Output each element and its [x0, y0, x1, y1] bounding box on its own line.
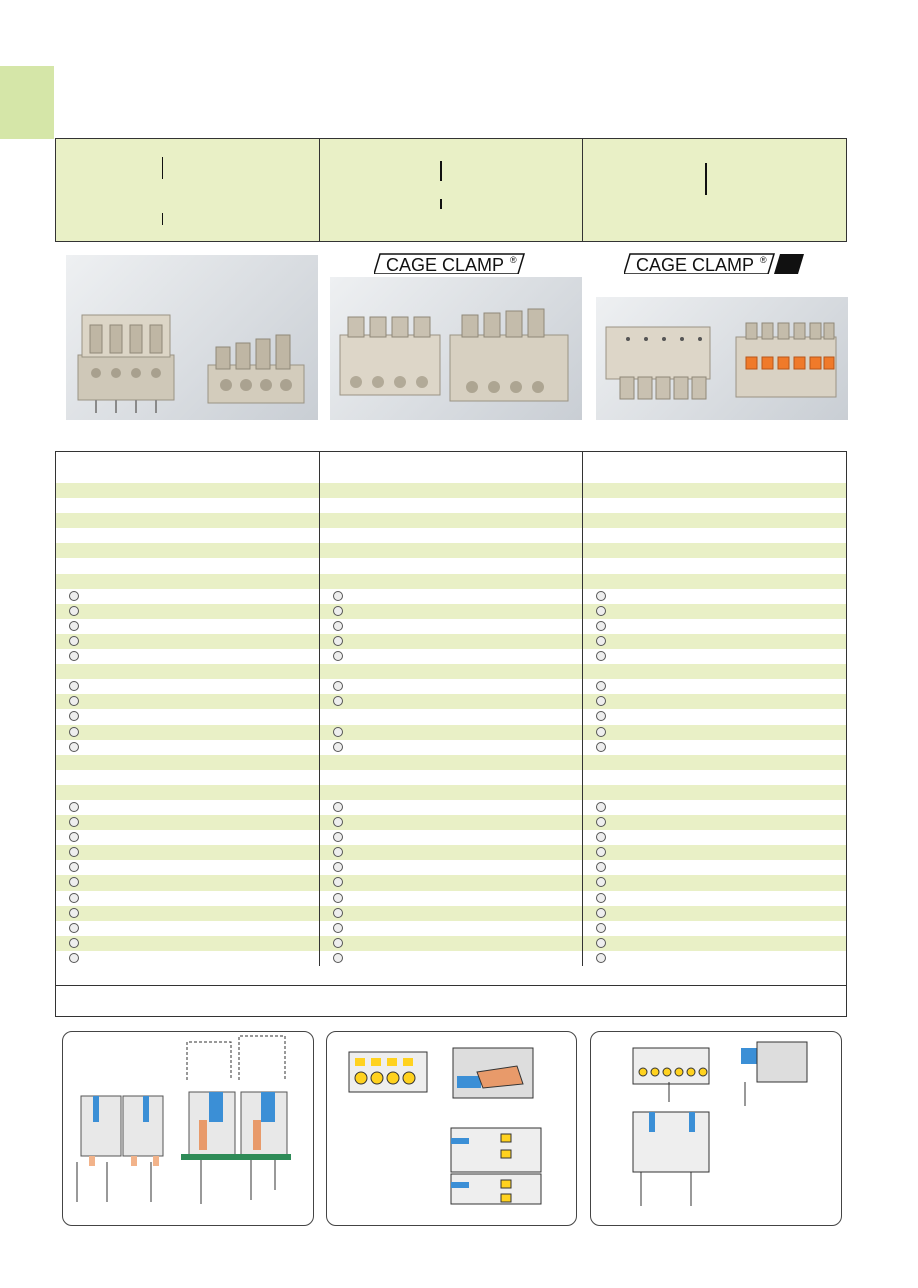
option-indicator-icon — [69, 893, 79, 903]
table-cell — [583, 921, 846, 936]
table-cell — [320, 815, 584, 830]
option-indicator-icon — [333, 742, 343, 752]
table-row — [56, 845, 846, 860]
cage-clamp-logo-middle — [374, 252, 526, 274]
option-indicator-icon — [333, 908, 343, 918]
table-cell — [583, 815, 846, 830]
table-cell — [56, 649, 320, 664]
table-row — [56, 785, 846, 800]
table-row — [56, 483, 846, 498]
option-indicator-icon — [596, 893, 606, 903]
table-cell — [56, 528, 320, 543]
table-cell — [56, 951, 320, 966]
option-indicator-icon — [596, 742, 606, 752]
table-cell — [56, 770, 320, 785]
option-indicator-icon — [333, 923, 343, 933]
table-cell — [56, 830, 320, 845]
table-cell — [583, 619, 846, 634]
option-indicator-icon — [596, 877, 606, 887]
table-row — [56, 800, 846, 815]
header-col-1 — [56, 139, 320, 241]
table-cell — [56, 891, 320, 906]
diagram-panel-marking — [590, 1031, 842, 1226]
table-cell — [320, 800, 584, 815]
option-indicator-icon — [333, 606, 343, 616]
table-cell — [583, 755, 846, 770]
table-cell — [583, 543, 846, 558]
table-cell — [320, 891, 584, 906]
option-indicator-icon — [333, 591, 343, 601]
table-cell — [583, 845, 846, 860]
table-cell — [56, 755, 320, 770]
option-indicator-icon — [69, 696, 79, 706]
table-cell — [583, 649, 846, 664]
option-indicator-icon — [69, 877, 79, 887]
cage-clamp-logo-right — [624, 252, 806, 274]
option-indicator-icon — [333, 681, 343, 691]
table-cell — [320, 785, 584, 800]
table-cell — [320, 740, 584, 755]
table-row — [56, 694, 846, 709]
option-indicator-icon — [596, 953, 606, 963]
option-indicator-icon — [333, 802, 343, 812]
option-indicator-icon — [333, 832, 343, 842]
table-row — [56, 543, 846, 558]
table-cell — [583, 634, 846, 649]
table-cell — [583, 709, 846, 724]
table-row — [56, 875, 846, 890]
option-indicator-icon — [69, 847, 79, 857]
table-cell — [56, 740, 320, 755]
table-cell — [583, 936, 846, 951]
header-tick — [162, 213, 163, 225]
table-cell — [583, 528, 846, 543]
table-cell — [56, 513, 320, 528]
option-indicator-icon — [596, 908, 606, 918]
table-row — [56, 755, 846, 770]
table-cell — [320, 770, 584, 785]
option-indicator-icon — [333, 696, 343, 706]
diagram-panel-clamp — [326, 1031, 577, 1226]
option-indicator-icon — [596, 862, 606, 872]
table-cell — [583, 498, 846, 513]
table-cell — [320, 906, 584, 921]
table-cell — [56, 906, 320, 921]
table-cell — [320, 543, 584, 558]
table-row — [56, 891, 846, 906]
option-indicator-icon — [333, 636, 343, 646]
option-indicator-icon — [69, 651, 79, 661]
table-cell — [583, 891, 846, 906]
table-cell — [56, 845, 320, 860]
table-cell — [56, 619, 320, 634]
table-cell — [320, 649, 584, 664]
table-cell — [320, 845, 584, 860]
option-indicator-icon — [596, 832, 606, 842]
option-indicator-icon — [69, 817, 79, 827]
table-row — [56, 513, 846, 528]
table-cell — [320, 574, 584, 589]
table-cell — [320, 619, 584, 634]
option-indicator-icon — [69, 908, 79, 918]
table-cell — [320, 604, 584, 619]
option-indicator-icon — [69, 727, 79, 737]
spec-table-footer — [56, 985, 846, 1016]
table-row — [56, 709, 846, 724]
option-indicator-icon — [69, 802, 79, 812]
table-cell — [56, 589, 320, 604]
table-cell — [320, 528, 584, 543]
product-photo-1 — [66, 255, 318, 420]
logo-text: CAGE CLAMP — [636, 255, 755, 274]
table-row — [56, 649, 846, 664]
table-cell — [583, 513, 846, 528]
option-indicator-icon — [69, 636, 79, 646]
table-cell — [320, 725, 584, 740]
product-header-band — [55, 138, 847, 242]
table-row — [56, 740, 846, 755]
table-cell — [583, 906, 846, 921]
option-indicator-icon — [69, 742, 79, 752]
table-cell — [320, 709, 584, 724]
option-indicator-icon — [333, 817, 343, 827]
table-cell — [583, 740, 846, 755]
table-cell — [583, 860, 846, 875]
table-cell — [320, 921, 584, 936]
table-cell — [56, 921, 320, 936]
table-cell — [320, 860, 584, 875]
table-cell — [583, 725, 846, 740]
option-indicator-icon — [333, 938, 343, 948]
option-indicator-icon — [333, 877, 343, 887]
option-indicator-icon — [596, 802, 606, 812]
table-cell — [56, 800, 320, 815]
table-cell — [320, 589, 584, 604]
option-indicator-icon — [596, 938, 606, 948]
option-indicator-icon — [69, 832, 79, 842]
table-cell — [56, 498, 320, 513]
table-cell — [320, 558, 584, 573]
logo-mark: ® — [510, 255, 517, 265]
table-cell — [320, 664, 584, 679]
table-cell — [320, 755, 584, 770]
table-cell — [583, 604, 846, 619]
table-cell — [320, 679, 584, 694]
option-indicator-icon — [596, 847, 606, 857]
table-cell — [583, 830, 846, 845]
option-indicator-icon — [333, 727, 343, 737]
table-cell — [320, 483, 584, 498]
table-cell — [320, 634, 584, 649]
table-row — [56, 574, 846, 589]
table-row — [56, 815, 846, 830]
table-row — [56, 770, 846, 785]
table-row — [56, 951, 846, 966]
table-cell — [583, 664, 846, 679]
table-cell — [56, 725, 320, 740]
header-col-3 — [583, 139, 846, 241]
table-cell — [583, 483, 846, 498]
table-cell — [56, 936, 320, 951]
table-cell — [56, 679, 320, 694]
option-indicator-icon — [596, 817, 606, 827]
option-indicator-icon — [333, 621, 343, 631]
table-cell — [56, 709, 320, 724]
table-row — [56, 558, 846, 573]
table-cell — [583, 679, 846, 694]
table-cell — [583, 770, 846, 785]
spec-header-col-3 — [583, 452, 846, 483]
table-row — [56, 589, 846, 604]
option-indicator-icon — [333, 651, 343, 661]
table-cell — [56, 558, 320, 573]
option-indicator-icon — [69, 711, 79, 721]
option-indicator-icon — [333, 893, 343, 903]
option-indicator-icon — [596, 651, 606, 661]
diagram-panel-pcb — [62, 1031, 314, 1226]
product-photo-2 — [330, 277, 582, 420]
table-row — [56, 679, 846, 694]
section-tab — [0, 66, 54, 139]
option-indicator-icon — [333, 953, 343, 963]
product-photo-3 — [596, 297, 848, 420]
option-indicator-icon — [333, 862, 343, 872]
table-cell — [56, 543, 320, 558]
spec-table-header — [56, 452, 846, 484]
table-cell — [583, 694, 846, 709]
table-cell — [583, 558, 846, 573]
table-row — [56, 860, 846, 875]
table-cell — [56, 483, 320, 498]
table-row — [56, 921, 846, 936]
option-indicator-icon — [596, 711, 606, 721]
table-cell — [320, 875, 584, 890]
option-indicator-icon — [69, 621, 79, 631]
table-cell — [320, 951, 584, 966]
option-indicator-icon — [596, 696, 606, 706]
option-indicator-icon — [596, 681, 606, 691]
table-row — [56, 498, 846, 513]
option-indicator-icon — [596, 621, 606, 631]
header-col-2 — [320, 139, 584, 241]
header-tick — [162, 157, 163, 179]
table-row — [56, 725, 846, 740]
header-tick — [440, 199, 442, 209]
table-cell — [583, 951, 846, 966]
option-indicator-icon — [596, 591, 606, 601]
table-row — [56, 619, 846, 634]
table-cell — [320, 936, 584, 951]
option-indicator-icon — [333, 847, 343, 857]
table-cell — [320, 830, 584, 845]
table-row — [56, 830, 846, 845]
option-indicator-icon — [69, 953, 79, 963]
table-row — [56, 936, 846, 951]
table-cell — [56, 860, 320, 875]
logo-text: CAGE CLAMP — [386, 255, 505, 274]
option-indicator-icon — [596, 606, 606, 616]
table-cell — [320, 694, 584, 709]
logo-mark: ® — [760, 255, 767, 265]
spec-table-rows — [56, 483, 846, 966]
option-indicator-icon — [69, 681, 79, 691]
table-cell — [583, 574, 846, 589]
header-tick — [440, 161, 442, 181]
spec-header-col-2 — [320, 452, 584, 483]
table-row — [56, 906, 846, 921]
option-indicator-icon — [596, 727, 606, 737]
option-indicator-icon — [69, 938, 79, 948]
table-cell — [320, 513, 584, 528]
table-cell — [583, 785, 846, 800]
table-cell — [320, 498, 584, 513]
table-cell — [583, 800, 846, 815]
option-indicator-icon — [69, 591, 79, 601]
table-cell — [56, 875, 320, 890]
table-cell — [583, 589, 846, 604]
spec-table — [55, 451, 847, 1017]
option-indicator-icon — [69, 923, 79, 933]
option-indicator-icon — [596, 636, 606, 646]
table-cell — [56, 785, 320, 800]
table-cell — [56, 604, 320, 619]
table-cell — [56, 664, 320, 679]
option-indicator-icon — [69, 606, 79, 616]
table-row — [56, 664, 846, 679]
table-cell — [56, 815, 320, 830]
table-cell — [583, 875, 846, 890]
table-row — [56, 604, 846, 619]
option-indicator-icon — [596, 923, 606, 933]
table-row — [56, 528, 846, 543]
header-tick — [705, 163, 707, 195]
table-cell — [56, 694, 320, 709]
option-indicator-icon — [69, 862, 79, 872]
table-cell — [56, 634, 320, 649]
table-cell — [56, 574, 320, 589]
spec-header-col-1 — [56, 452, 320, 483]
table-row — [56, 634, 846, 649]
